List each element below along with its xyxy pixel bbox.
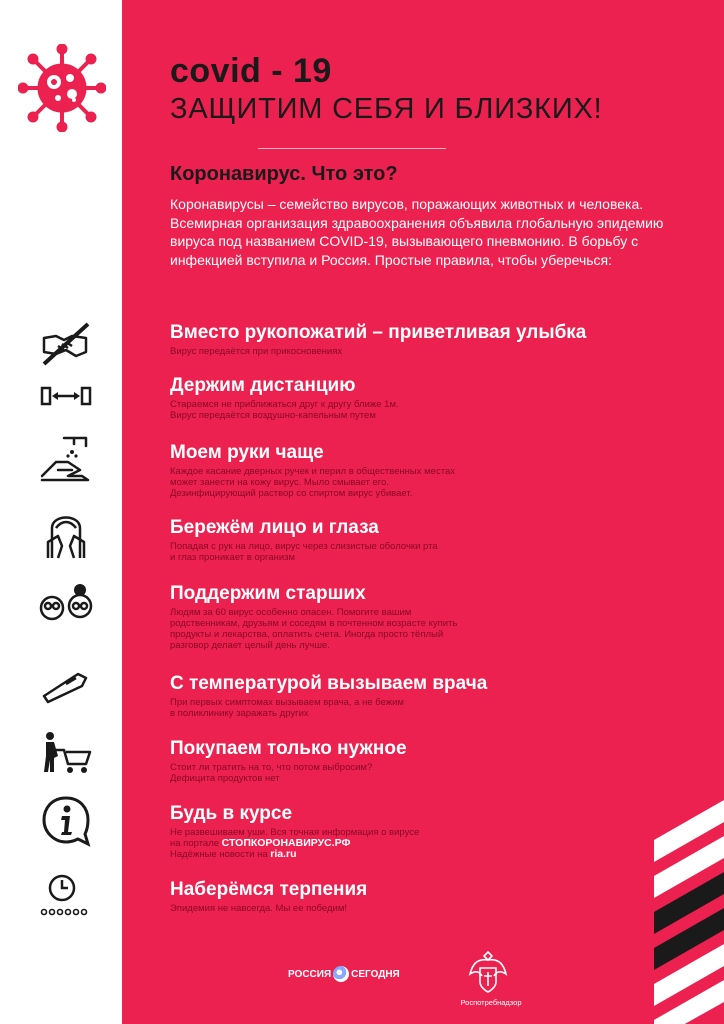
portal-prefix: на портале: [170, 838, 222, 849]
emblem-icon: [466, 948, 510, 994]
rule-heading: Вместо рукопожатий – приветливая улыбка: [170, 322, 587, 343]
globe-icon: [333, 966, 349, 982]
rule-item: [170, 803, 690, 860]
rule-item: [170, 879, 690, 914]
rule-text-line: [170, 838, 690, 849]
rule-text-line: При первых симптомах вызываем врача, а не бежим: [170, 697, 404, 708]
rule-text: [170, 399, 690, 421]
rule-text: [170, 607, 690, 651]
rule-heading: С температурой вызываем врача: [170, 673, 488, 694]
clock-icon: [38, 866, 94, 922]
rule-text-line: в поликлинику заражать других: [170, 708, 309, 719]
rule-text-line: разговор делает целый день лучше.: [170, 640, 330, 651]
news-link[interactable]: ria.ru: [270, 848, 297, 860]
rule-text-line: продукты и лекарства, оплатить счета. Иногда просто тёплый: [170, 629, 444, 640]
rule-text-line: Стоит ли тратить на то, что потом выбросим?: [170, 762, 373, 773]
rule-text-line: и глаз проникает в организм: [170, 552, 296, 563]
red-panel: [122, 0, 724, 1024]
page-subtitle: ЗАЩИТИМ СЕБЯ И БЛИЗКИХ!: [170, 93, 603, 125]
rule-heading: Наберёмся терпения: [170, 879, 368, 900]
agency-label: Роспотребнадзор: [460, 998, 522, 1007]
rule-item: [170, 738, 690, 784]
rule-text-line: Каждое касание дверных ручек и перил в общественных местах: [170, 466, 455, 477]
rule-text-line: родственникам, друзьям и соседям в почтенном возрасте купить: [170, 618, 458, 629]
intro-text: Коронавирусы – семейство вирусов, поражающих животных и человека. Всемирная организация здравоохранения объявила глобальную эпидемию вируса под названием COVID-19, вызывающего пневмонию. В борьбу с инфекцией вступила и Россия. Простые правила, чтобы уберечься:: [170, 196, 664, 268]
rule-text: [170, 697, 690, 719]
virus-icon: [18, 44, 106, 132]
rule-item: [170, 673, 690, 719]
distance-icon: [38, 368, 94, 424]
face-touch-icon: [38, 506, 94, 562]
thermometer-icon: [38, 658, 94, 714]
portal-link[interactable]: СТОПКОРОНАВИРУС.РФ: [221, 837, 351, 849]
rule-item: [170, 375, 690, 421]
rule-text-line: Дефицита продуктов нет: [170, 773, 280, 784]
logo-text-left: РОССИЯ: [288, 968, 332, 980]
ria-logo: [288, 966, 400, 982]
rule-text: Эпидемия не навсегда. Мы ее победим!: [170, 903, 347, 914]
rule-text-line: Дезинфицирующий раствор со спиртом вирус убивает.: [170, 488, 413, 499]
rule-item: [170, 517, 690, 563]
rule-item: [170, 442, 690, 499]
rule-text-line: Не развешиваем уши. Вся точная информация о вирусе: [170, 827, 420, 838]
rule-text: [170, 827, 690, 860]
rule-heading: Бережём лицо и глаза: [170, 517, 379, 538]
info-icon: [38, 792, 94, 848]
rule-heading: Будь в курсе: [170, 803, 293, 824]
rule-item: [170, 583, 690, 651]
rule-text-line: [170, 849, 690, 860]
elderly-icon: [38, 576, 94, 632]
page-title: covid - 19: [170, 52, 332, 90]
rule-heading: Покупаем только нужное: [170, 738, 407, 759]
hand-wash-icon: [38, 432, 94, 488]
logo-text-right: СЕГОДНЯ: [351, 968, 400, 980]
rule-heading: Держим дистанцию: [170, 375, 356, 396]
rule-text: [170, 762, 690, 784]
rule-text-line: Стараемся не приближаться друг к другу ближе 1м.: [170, 399, 399, 410]
rule-text: [170, 541, 690, 563]
shopping-cart-icon: [38, 726, 94, 782]
news-prefix: Надёжные новости на: [170, 849, 271, 860]
rule-text-line: Попадая с рук на лицо, вирус через слизистые оболочки рта: [170, 541, 438, 552]
rule-heading: Моем руки чаще: [170, 442, 324, 463]
rule-text: [170, 466, 690, 499]
divider: [258, 148, 446, 149]
intro-heading: Коронавирус. Что это?: [170, 163, 398, 185]
rule-text-line: может занести на кожу вирус. Мыло смывает его.: [170, 477, 389, 488]
no-handshake-icon: [38, 316, 94, 372]
decorative-stripes: [654, 800, 724, 1024]
rule-item: [170, 322, 690, 357]
rule-text-line: Людям за 60 вирус особенно опасен. Помогите вашим: [170, 607, 412, 618]
rule-heading: Поддержим старших: [170, 583, 366, 604]
rule-text-line: Вирус передаётся воздушно-капельным путем: [170, 410, 376, 421]
rule-text: Вирус передаётся при прикосновениях: [170, 346, 343, 357]
